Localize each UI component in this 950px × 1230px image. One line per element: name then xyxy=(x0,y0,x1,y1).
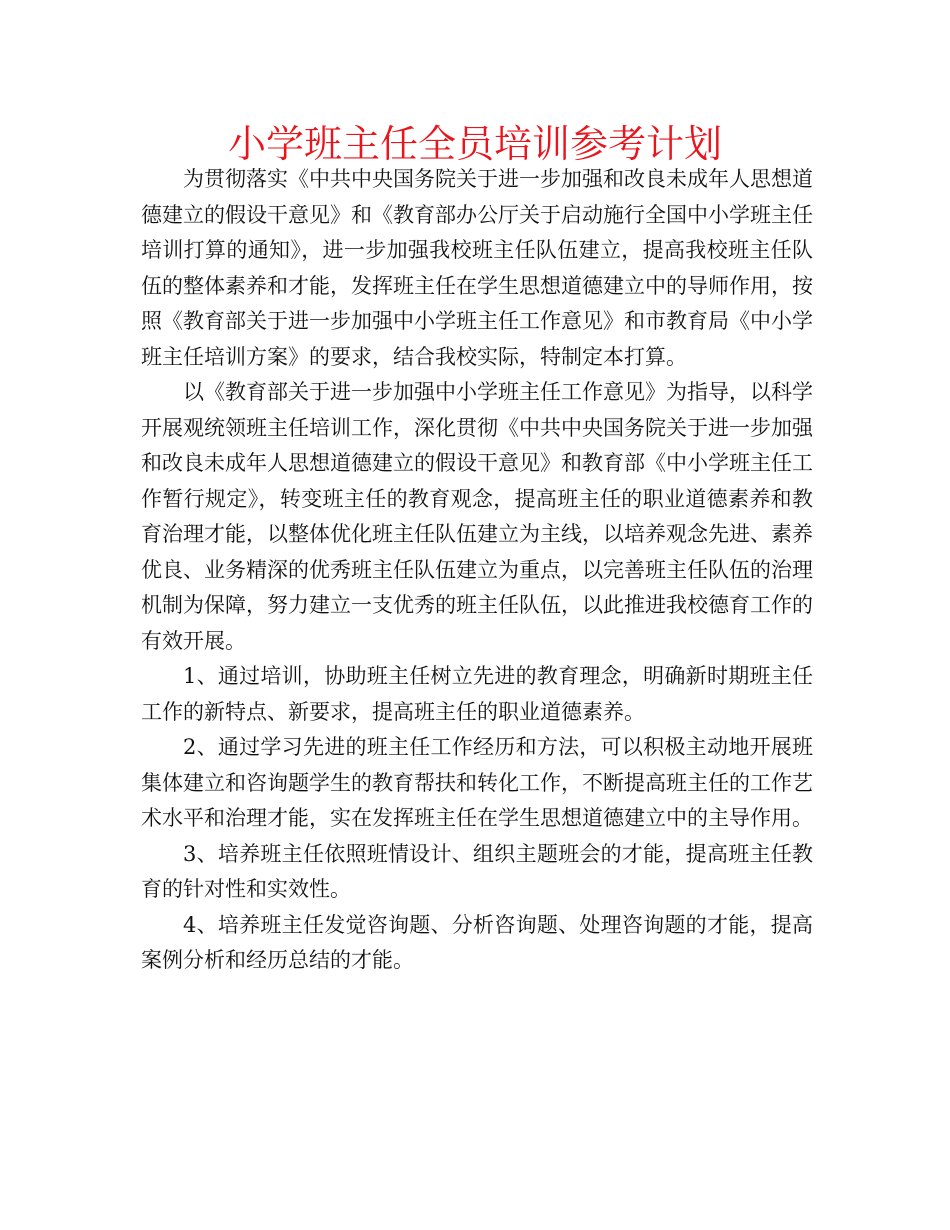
paragraph-goal-1: 1、通过培训，协助班主任树立先进的教育理念，明确新时期班主任工作的新特点、新要求，提高班主任的职业道德素养。 xyxy=(141,664,813,724)
document-title: 小学班主任全员培训参考计划 xyxy=(227,122,722,166)
paragraph-goal-4: 4、培养班主任发觉咨询题、分析咨询题、处理咨询题的才能，提高案例分析和经历总结的才能。 xyxy=(141,912,813,972)
document-body xyxy=(141,162,813,979)
paragraph-goal-2: 2、通过学习先进的班主任工作经历和方法，可以积极主动地开展班集体建立和咨询题学生的教育帮扶和转化工作，不断提高班主任的工作艺术水平和治理才能，实在发挥班主任在学生思想道德建立中的主导作用。 xyxy=(141,735,813,830)
paragraph-guiding-thought: 以《教育部关于进一步加强中小学班主任工作意见》为指导，以科学开展观统领班主任培训工作，深化贯彻《中共中央国务院关于进一步加强和改良未成年人思想道德建立的假设干意见》和教育部《中小学班主任工作暂行规定》，转变班主任的教育观念，提高班主任的职业道德素养和教育治理才能，以整体优化班主任队伍建立为主线，以培养观念先进、素养优良、业务精深的优秀班主任队伍建立为重点，以完善班主任队伍的治理机制为保障，努力建立一支优秀的班主任队伍，以此推进我校德育工作的有效开展。 xyxy=(141,380,813,653)
paragraph-goal-3: 3、培养班主任依照班情设计、组织主题班会的才能，提高班主任教育的针对性和实效性。 xyxy=(141,841,813,901)
paragraph-intro: 为贯彻落实《中共中央国务院关于进一步加强和改良未成年人思想道德建立的假设干意见》和《教育部办公厅关于启动施行全国中小学班主任培训打算的通知》，进一步加强我校班主任队伍建立，提高我校班主任队伍的整体素养和才能，发挥班主任在学生思想道德建立中的导师作用，按照《教育部关于进一步加强中小学班主任工作意见》和市教育局《中小学班主任培训方案》的要求，结合我校实际，特制定本打算。 xyxy=(141,167,813,369)
